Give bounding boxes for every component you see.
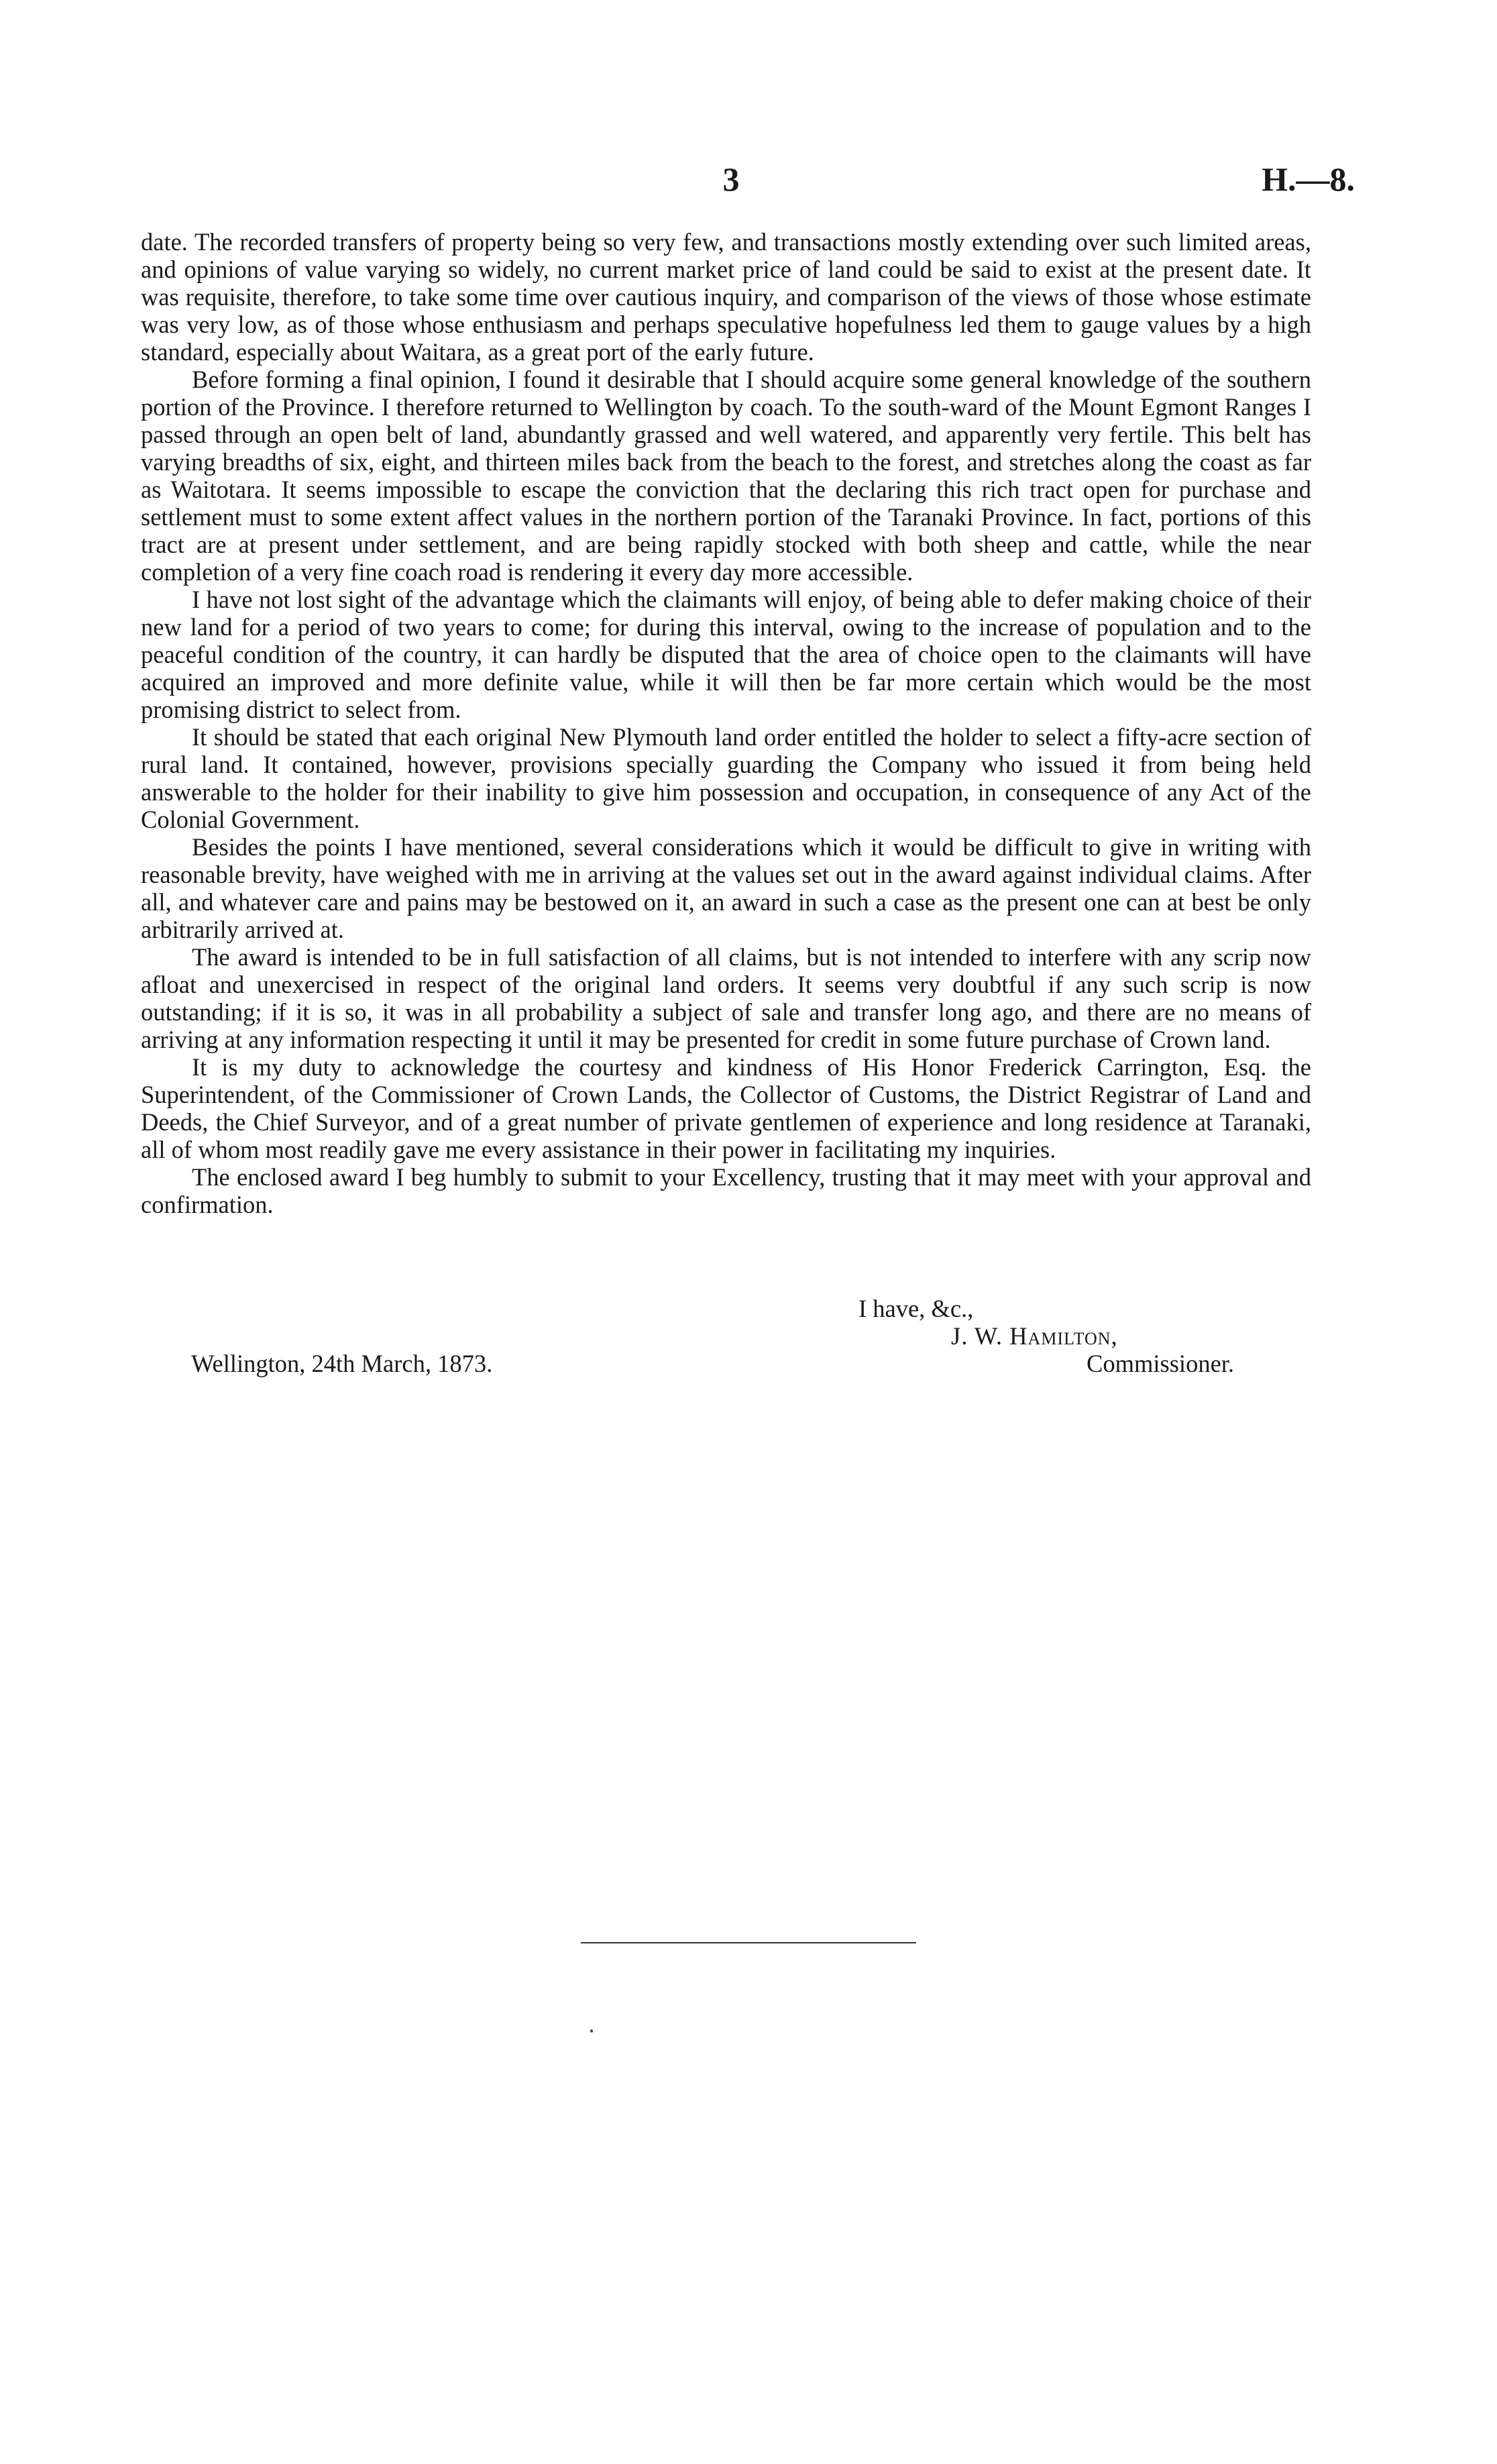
paragraph: It should be stated that each original New Plymouth land order entitled the holder to select a fifty-acre section of rural land. It contained, however, provisions specially guarding the Company who issued it from being held answerable to the holder for their inability to give him possession and occupation, in consequence of any Act of the Colonial Government. xyxy=(141,723,1311,833)
paragraph: date. The recorded transfers of property being so very few, and transactions mostly extending over such limited areas, and opinions of value varying so widely, no current market price of land could be said to exist at the present date. It was requisite, therefore, to take some time over cautious inquiry, and comparison of the views of those whose estimate was very low, as of those whose enthusiasm and perhaps speculative hopefulness led them to gauge values by a high standard, especially about Waitara, as a great port of the early future. xyxy=(141,228,1311,366)
signature-initials: J. W. xyxy=(951,1322,1003,1350)
print-speck xyxy=(590,2029,593,2033)
section-divider xyxy=(581,1942,916,1943)
signature xyxy=(951,1322,1118,1350)
closing-salutation: I have, &c., xyxy=(858,1295,974,1322)
page-number: 3 xyxy=(722,160,740,198)
paragraph: I have not lost sight of the advantage which the claimants will enjoy, of being able to defer making choice of their new land for a period of two years to come; for during this interval, owing to the increase of population and to the peaceful condition of the country, it can hardly be disputed that the area of choice open to the claimants will have acquired an improved and more definite value, while it will then be far more certain which would be the most promising district to select from. xyxy=(141,586,1311,723)
letter-body xyxy=(141,228,1311,1218)
dateline: Wellington, 24th March, 1873. xyxy=(191,1350,493,1377)
paragraph: Before forming a final opinion, I found it desirable that I should acquire some general knowledge of the southern portion of the Province. I therefore returned to Wellington by coach. To the south-ward of the Mount Egmont Ranges I passed through an open belt of land, abundantly grassed and well watered, and apparently very fertile. This belt has varying breadths of six, eight, and thirteen miles back from the beach to the forest, and stretches along the coast as far as Waitotara. It seems impossible to escape the conviction that the declaring this rich tract open for purchase and settlement must to some extent affect values in the northern portion of the Taranaki Province. In fact, portions of this tract are at present under settlement, and are being rapidly stocked with both sheep and cattle, while the near completion of a very fine coach road is rendering it every day more accessible. xyxy=(141,366,1311,586)
paragraph: It is my duty to acknowledge the courtesy and kindness of His Honor Frederick Carrington, Esq. the Superintendent, of the Commissioner of Crown Lands, the Collector of Customs, the District Registrar of Land and Deeds, the Chief Surveyor, and of a great number of private gentlemen of experience and long residence at Taranaki, all of whom most readily gave me every assistance in their power in facilitating my inquiries. xyxy=(141,1053,1311,1163)
paragraph: The enclosed award I beg humbly to submit to your Excellency, trusting that it may meet with your approval and confirmation. xyxy=(141,1163,1311,1218)
paragraph: The award is intended to be in full satisfaction of all claims, but is not intended to interfere with any scrip now afloat and unexercised in respect of the original land orders. It seems very doubtful if any such scrip is now outstanding; if it is so, it was in all probability a subject of sale and transfer long ago, and there are no means of arriving at any information respecting it until it may be presented for credit in some future purchase of Crown land. xyxy=(141,943,1311,1053)
document-reference: H.—8. xyxy=(1262,160,1355,198)
paragraph: Besides the points I have mentioned, several considerations which it would be difficult to give in writing with reasonable brevity, have weighed with me in arriving at the values set out in the award against individual claims. After all, and whatever care and pains may be bestowed on it, an award in such a case as the present one can at best be only arbitrarily arrived at. xyxy=(141,833,1311,943)
signature-title: Commissioner. xyxy=(1087,1350,1235,1377)
signature-surname: Hamilton, xyxy=(1009,1322,1118,1350)
